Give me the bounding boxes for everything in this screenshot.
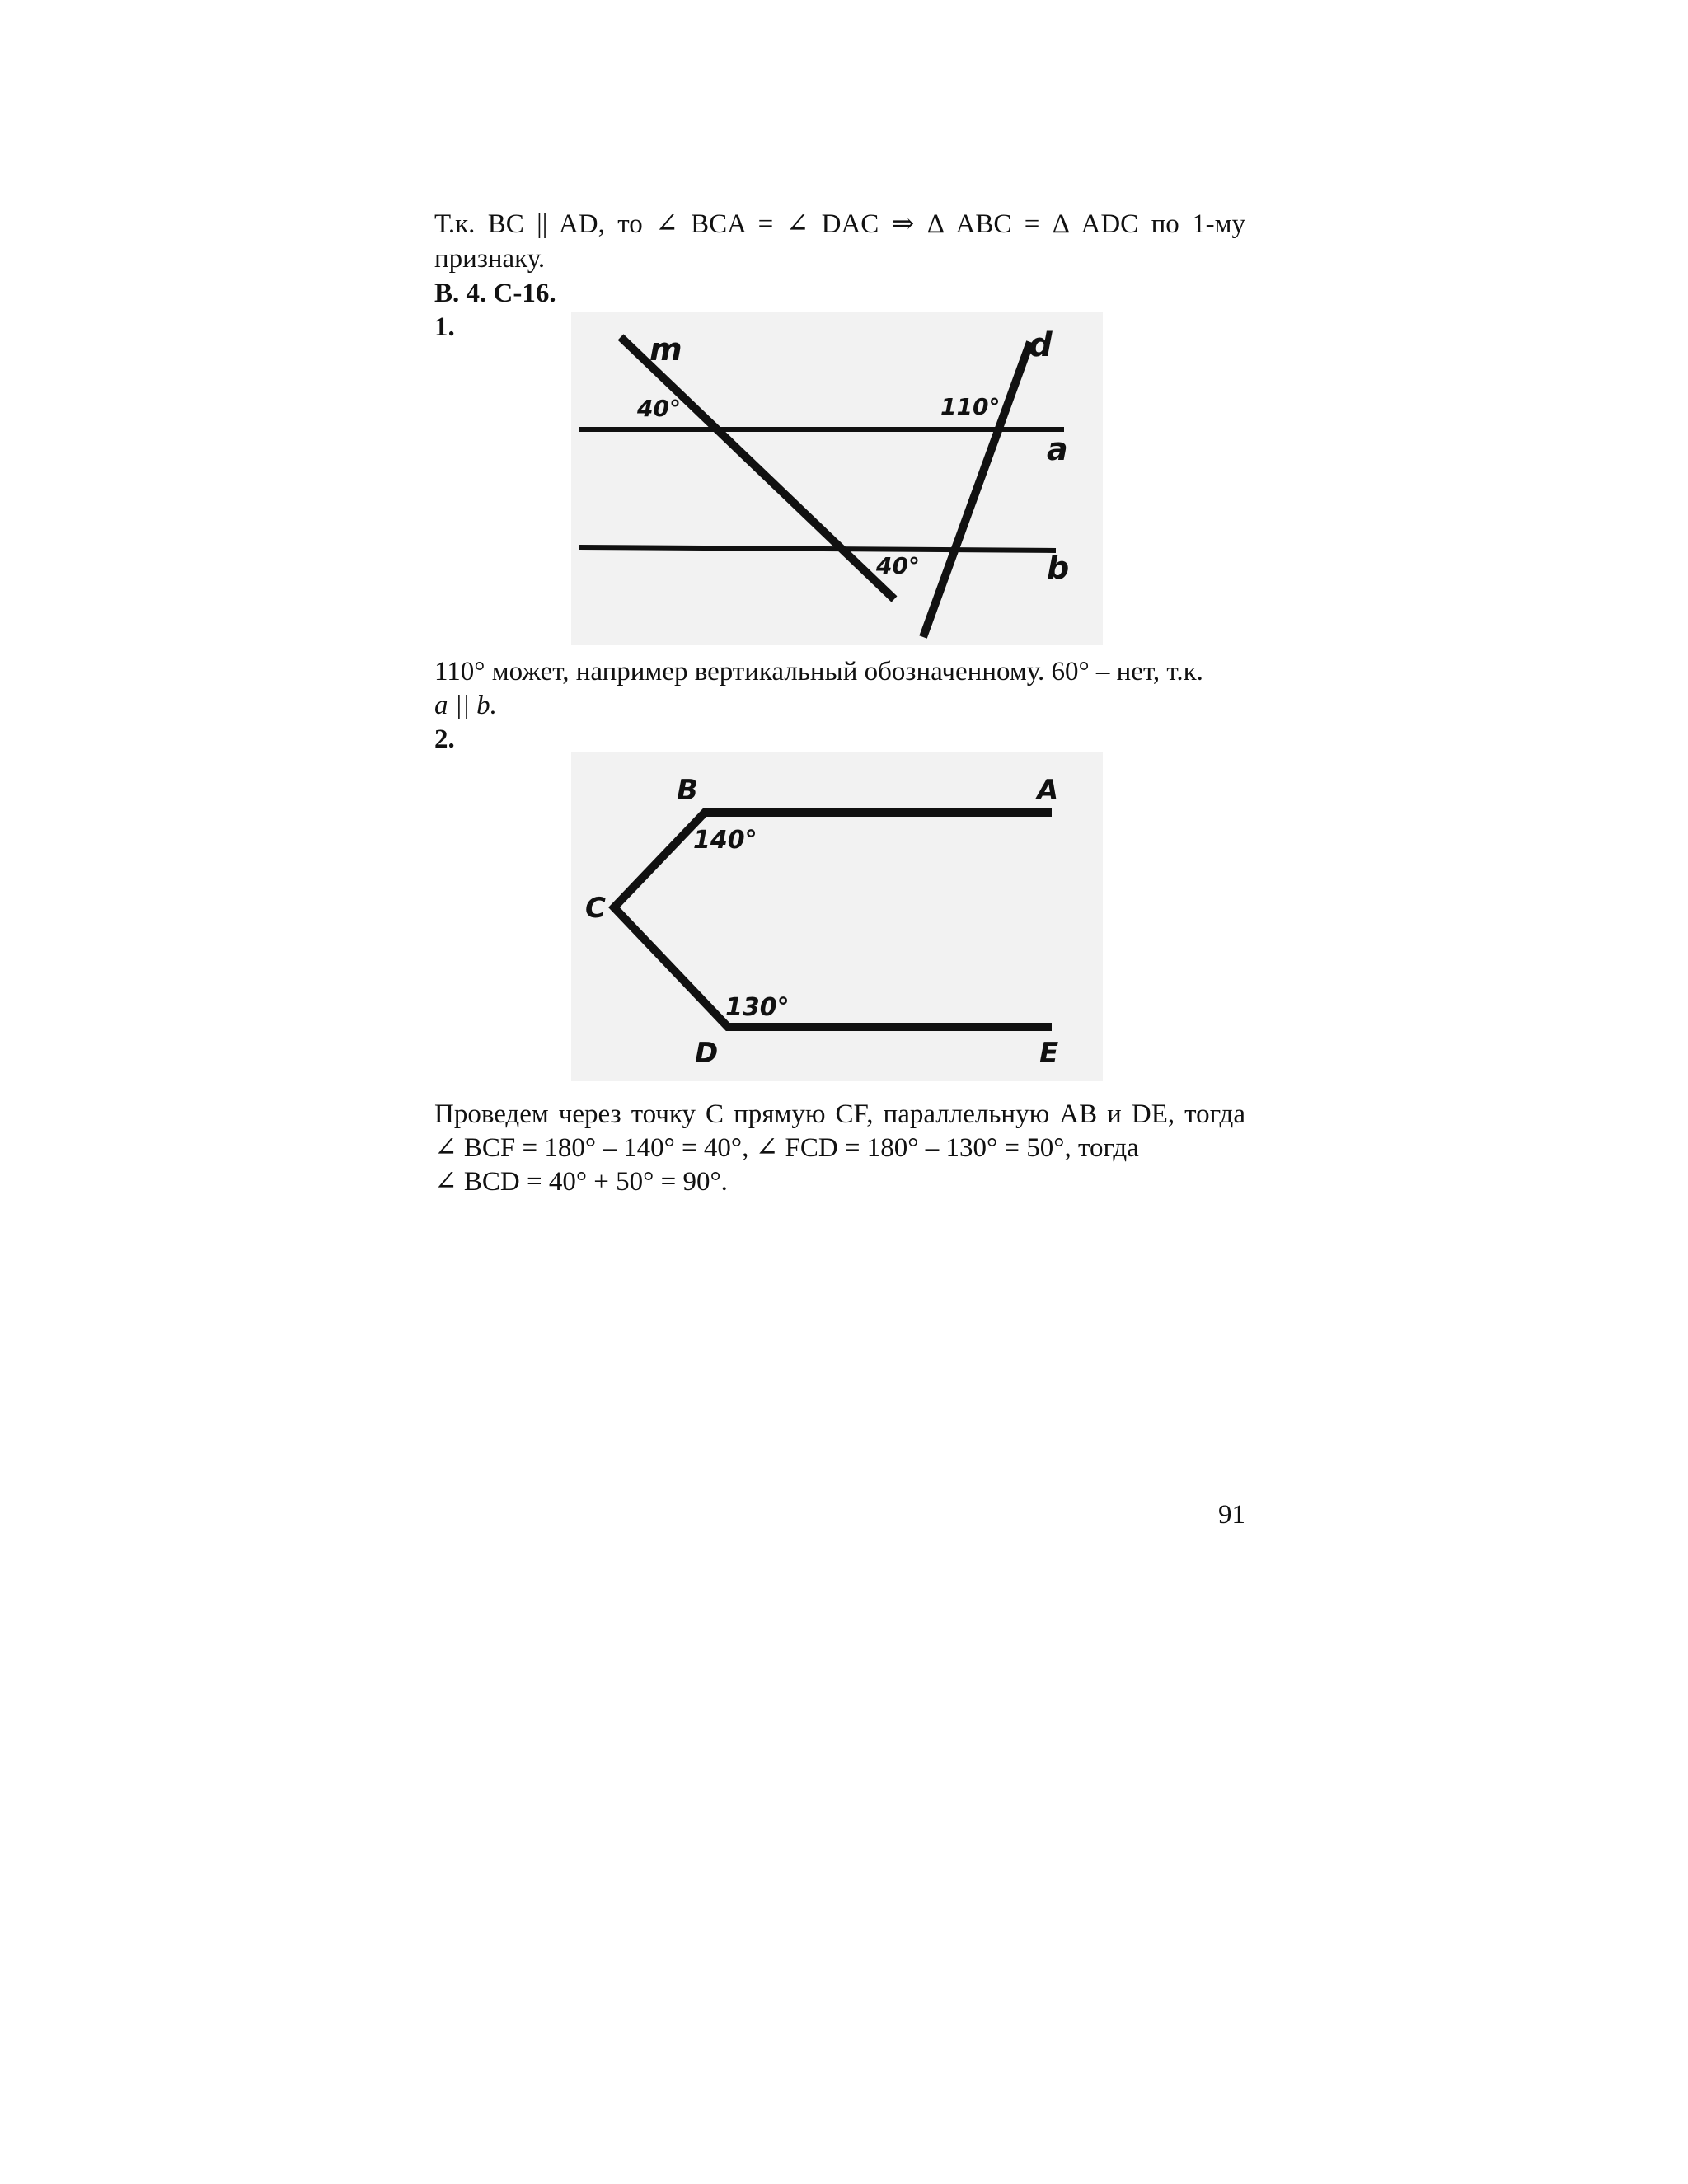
answer-2-line-3: ∠ BCD = 40° + 50° = 90°. [434,1167,728,1197]
item-number-2: 2. [434,724,455,754]
broken-line-ABCDE [614,813,1052,1027]
figure-parallel-lines-svg [571,312,1103,645]
section-heading: В. 4. С-16. [434,279,556,308]
line-m [621,337,894,599]
angle-label-bottom: 40° [876,552,920,579]
label-A: A [1037,774,1059,807]
answer-2-line-1: Проведем через точку C прямую CF, параллельную AB и DE, тогда [434,1099,1245,1129]
text-line-1: Т.к. BC || AD, то ∠ BCA = ∠ DAC ⇒ Δ ABC = Δ ADC по 1-му [434,209,1245,239]
line-b [579,547,1056,551]
answer-1-line-1: 110° может, например вертикальный обозначенному. 60° – нет, т.к. [434,657,1203,687]
angle-label-top-right: 110° [940,393,1001,420]
angle-label-top-left: 40° [637,395,681,422]
label-b: b [1047,550,1070,586]
figure-parallel-lines [571,312,1103,645]
label-D: D [695,1037,719,1070]
figure-broken-line [571,752,1103,1081]
label-a: a [1047,431,1068,467]
page-number: 91 [1218,1500,1245,1530]
label-B: B [677,774,698,807]
answer-1-line-2: a || b. [434,691,497,720]
item-number-1: 1. [434,312,455,342]
label-m: m [649,331,682,368]
label-E: E [1039,1037,1059,1070]
answer-2-line-2: ∠ BCF = 180° – 140° = 40°, ∠ FCD = 180° – 130° = 50°, тогда [434,1133,1139,1163]
label-d: d [1029,326,1053,364]
figure-broken-line-svg [571,752,1103,1081]
angle-label-D: 130° [725,993,790,1022]
line-d [923,342,1030,637]
angle-label-B: 140° [693,826,757,855]
text-line-2: признаку. [434,244,546,274]
label-C: C [585,892,606,925]
